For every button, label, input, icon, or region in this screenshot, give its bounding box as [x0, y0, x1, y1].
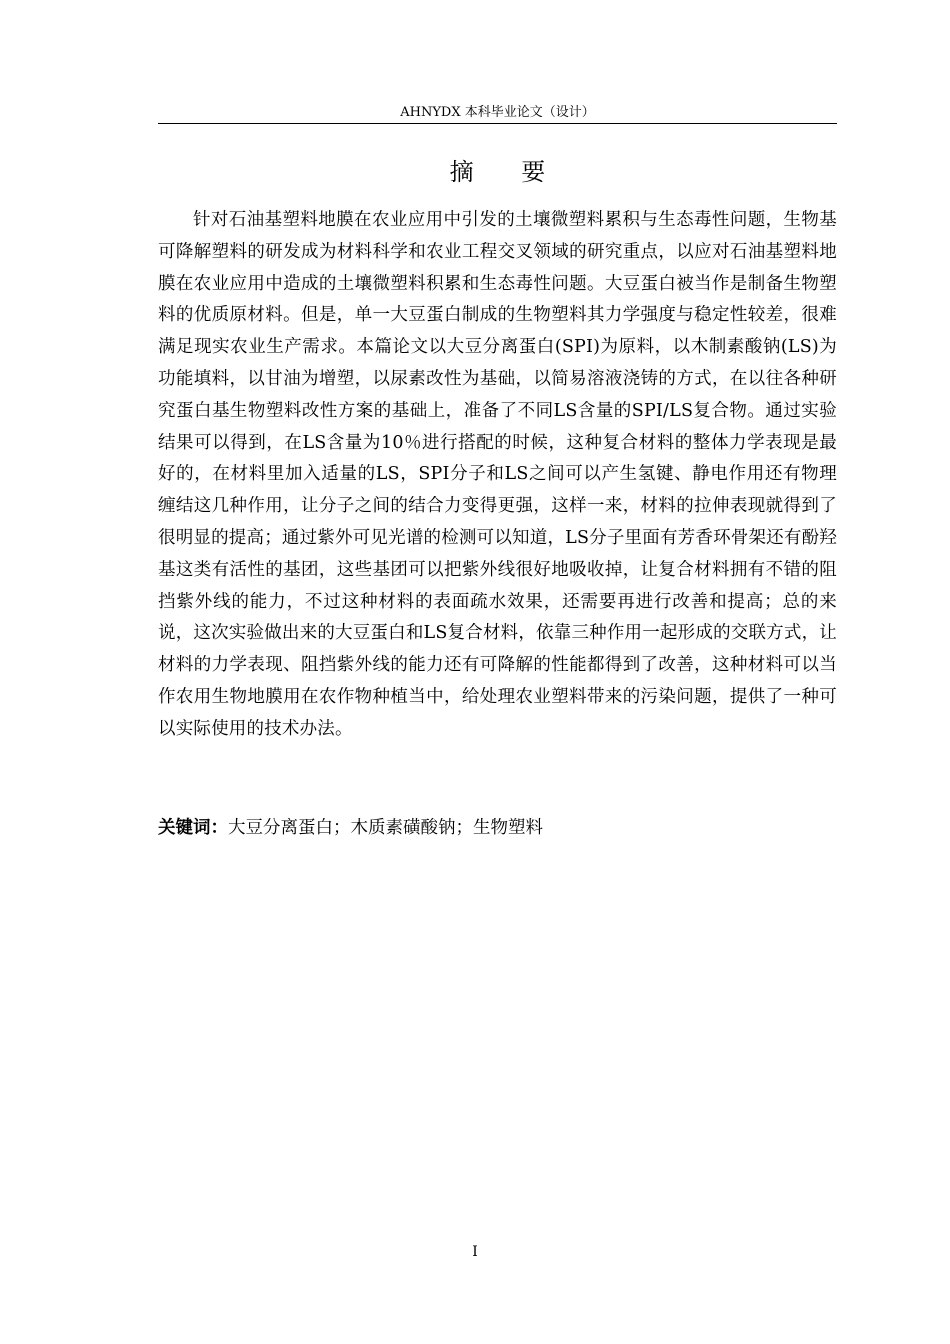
keywords-value: 大豆分离蛋白；木质素磺酸钠；生物塑料 — [228, 818, 543, 838]
header-rule — [158, 123, 837, 124]
abstract-body: 针对石油基塑料地膜在农业应用中引发的土壤微塑料累积与生态毒性问题，生物基可降解塑料的研发成为材料科学和农业工程交叉领域的研究重点，以应对石油基塑料地膜在农业应用中造成的土壤微塑料积累和生态毒性问题。大豆蛋白被当作是制备生物塑料的优质原材料。但是，单一大豆蛋白制成的生物塑料其力学强度与稳定性较差，很难满足现实农业生产需求。本篇论文以大豆分离蛋白(SPI)为原料，以木制素酸钠(LS)为功能填料，以甘油为增塑，以尿素改性为基础，以简易溶液浇铸的方式，在以往各种研究蛋白基生物塑料改性方案的基础上，准备了不同LS含量的SPI/LS复合物。通过实验结果可以得到，在LS含量为10％进行搭配的时候，这种复合材料的整体力学表现是最好的，在材料里加入适量的LS，SPI分子和LS之间可以产生氢键、静电作用还有物理缠结这几种作用，让分子之间的结合力变得更强，这样一来，材料的拉伸表现就得到了很明显的提高；通过紫外可见光谱的检测可以知道，LS分子里面有芳香环骨架还有酚羟基这类有活性的基团，这些基团可以把紫外线很好地吸收掉，让复合材料拥有不错的阻挡紫外线的能力，不过这种材料的表面疏水效果，还需要再进行改善和提高；总的来说，这次实验做出来的大豆蛋白和LS复合材料，依靠三种作用一起形成的交联方式，让材料的力学表现、阻挡紫外线的能力还有可降解的性能都得到了改善，这种材料可以当作农用生物地膜用在农作物种植当中，给处理农业塑料带来的污染问题，提供了一种可以实际使用的技术办法。 — [158, 210, 837, 739]
keywords — [158, 812, 837, 844]
page-title: 摘 要 — [449, 158, 566, 186]
keywords-label: 关键词： — [158, 818, 228, 838]
page-number: I — [472, 1244, 478, 1260]
running-header: AHNYDX 本科毕业论文（设计） — [400, 105, 595, 120]
